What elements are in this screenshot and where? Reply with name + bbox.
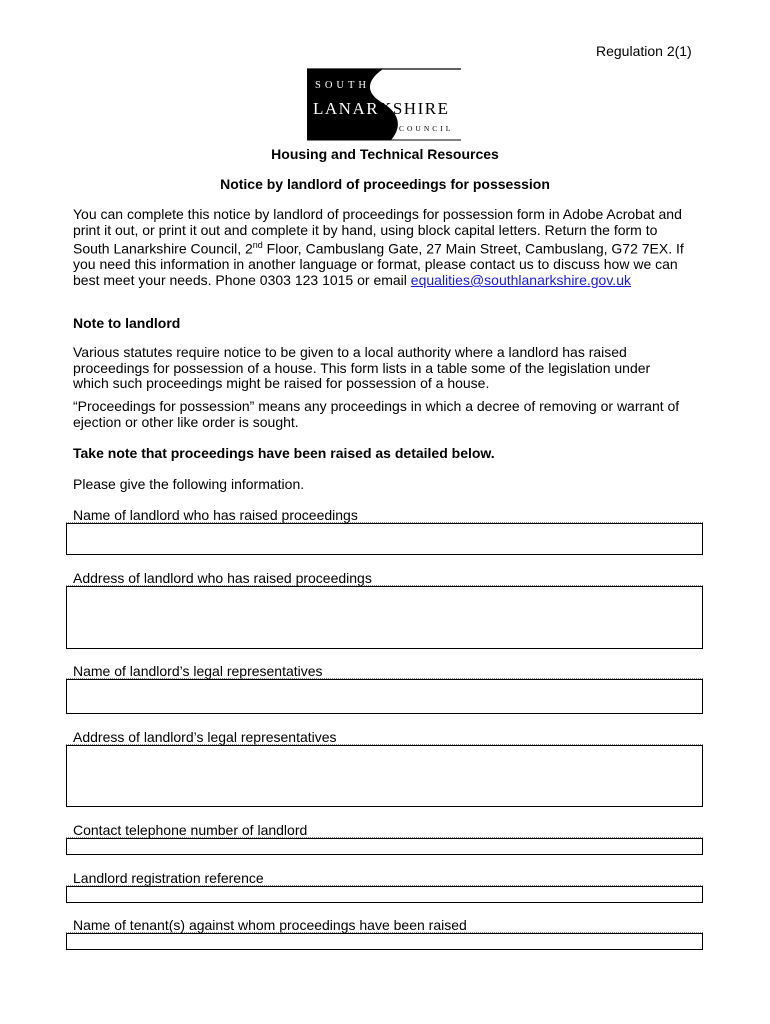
intro-line: print it out, or print it out and complete it by hand, using block capital letters. Return the form to [73,221,658,238]
intro-paragraph [73,207,713,289]
logo-text-south: SOUTH [315,80,371,91]
regulation-reference: Regulation 2(1) [596,43,692,59]
landlord-phone-label: Contact telephone number of landlord [73,822,308,838]
note-paragraph-1 [73,345,713,392]
landlord-phone-input[interactable] [66,838,703,855]
ordinal-suffix: nd [252,240,263,251]
tenant-names-input[interactable] [66,933,703,950]
instruction-text: Please give the following information. [73,476,305,492]
council-logo [307,66,463,144]
intro-line: you need this information in another language or format, please contact us to discuss how we can [73,256,678,273]
landlord-name-label: Name of landlord who has raised proceedings [73,507,358,523]
landlord-address-label: Address of landlord who has raised proceedings [73,570,372,586]
intro-phone-text: best meet your needs. Phone 0303 123 1015 or email [73,272,411,289]
logo-text-main: LANARKSHIRE [313,99,450,118]
legal-rep-name-input[interactable] [66,679,703,714]
intro-line [73,238,713,257]
note-line: which such proceedings might be raised for possession of a house. [73,375,490,392]
legal-rep-name-label: Name of landlord’s legal representatives [73,663,323,679]
note-line: Various statutes require notice to be given to a local authority where a landlord has raised [73,344,627,360]
registration-reference-input[interactable] [66,886,703,903]
tenant-names-label: Name of tenant(s) against whom proceedings have been raised [73,917,467,933]
landlord-name-input[interactable] [66,523,703,555]
intro-line [73,273,713,289]
landlord-address-input[interactable] [66,586,703,649]
department-heading: Housing and Technical Resources [271,146,499,162]
intro-address-end: Floor, Cambuslang Gate, 27 Main Street, Cambuslang, G72 7EX. If [262,240,684,257]
intro-line: You can complete this notice by landlord of proceedings for possession form in Adobe Acrobat and [73,206,682,222]
logo-text-council: COUNCIL [399,124,454,133]
note-heading: Note to landlord [73,315,181,331]
registration-reference-label: Landlord registration reference [73,870,264,886]
intro-address-start: South Lanarkshire Council, 2 [73,240,253,257]
email-link[interactable]: equalities@southlanarkshire.gov.uk [410,272,631,289]
take-note-statement: Take note that proceedings have been raised as detailed below. [73,445,495,461]
legal-rep-address-input[interactable] [66,745,703,807]
legal-rep-address-label: Address of landlord’s legal representatives [73,729,337,745]
note-line: proceedings for possession of a house. This form lists in a table some of the legislation under [73,359,651,376]
page-title: Notice by landlord of proceedings for possession [220,176,550,192]
note-line: ejection or other like order is sought. [73,413,299,430]
note-line: “Proceedings for possession” means any proceedings in which a decree of removing or warrant of [73,398,680,414]
note-paragraph-2 [73,399,713,430]
